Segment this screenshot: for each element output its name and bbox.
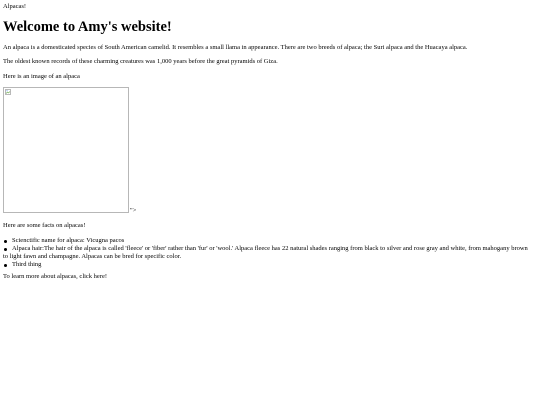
facts-list <box>3 237 533 269</box>
stray-markup-text: "> <box>130 207 137 214</box>
page-heading: Welcome to Amy's website! <box>3 19 172 35</box>
bullet-icon <box>4 264 7 267</box>
facts-intro: Here are some facts on alpacas! <box>3 222 86 229</box>
list-item <box>3 261 533 269</box>
fact-text: Third thing <box>12 261 42 268</box>
alpaca-image <box>3 87 129 213</box>
fact-text: Alpaca hair:The hair of the alpaca is called 'fleece' or 'fiber' rather than 'fur' or 'wool.' Alpaca fleece has 22 natural shades ranging from black to silver and rose gray and white, from mahogany brown to light fawn and champagne. Alpacas can be bred for specific color. <box>3 245 528 260</box>
list-item <box>3 237 533 245</box>
intro-paragraph: An alpaca is a domesticated species of South American camelid. It resembles a small llama in appearance. There are two breeds of alpaca; the Suri alpaca and the Huacaya alpaca. <box>3 44 468 51</box>
bullet-icon <box>4 248 7 251</box>
window-title: Alpacas! <box>3 3 27 10</box>
history-paragraph: The oldest known records of these charming creatures was 1,000 years before the great pyramids of Giza. <box>3 58 278 65</box>
bullet-icon <box>4 240 7 243</box>
broken-image-icon <box>5 89 11 95</box>
image-caption: Here is an image of an alpaca <box>3 73 80 80</box>
fact-text: Scienctific name for alpaca: Vicugna pacos <box>12 237 125 244</box>
learn-more-paragraph[interactable] <box>3 273 107 281</box>
list-item <box>3 245 533 261</box>
learn-more-link[interactable]: To learn more about alpacas, click here! <box>3 273 108 280</box>
